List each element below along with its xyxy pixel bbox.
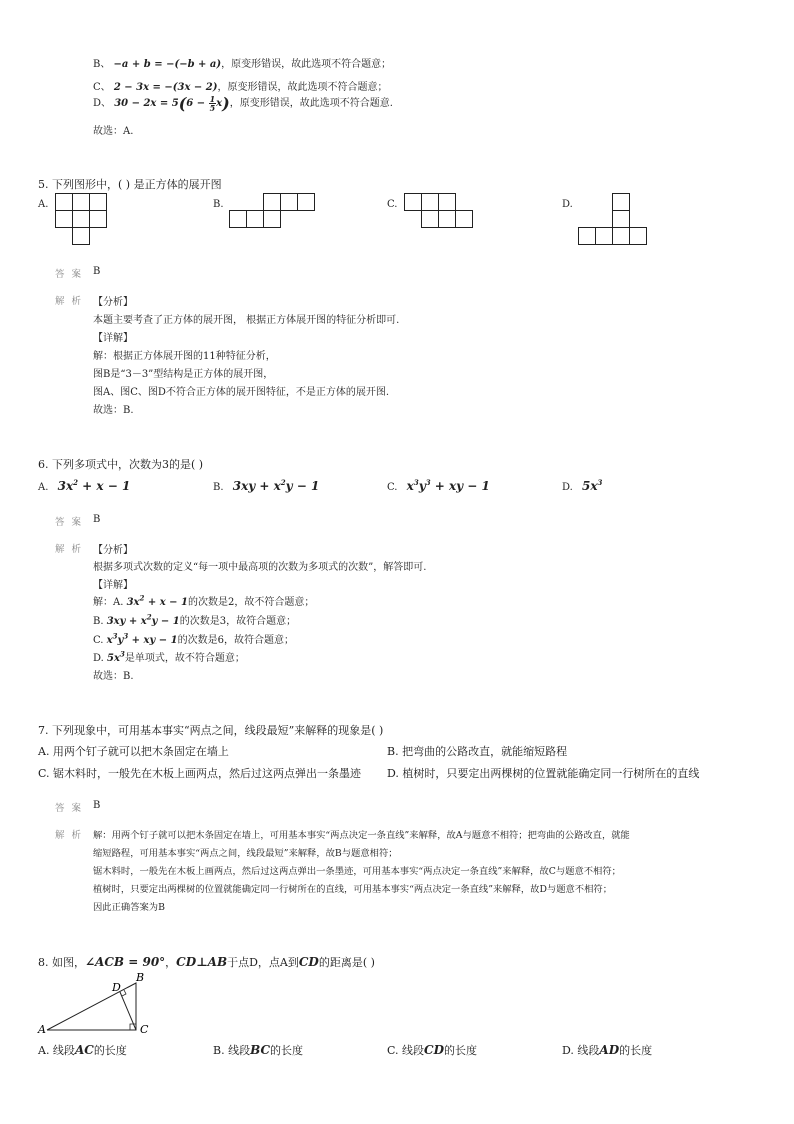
q7-analysis-label: 解 析 — [55, 830, 84, 841]
q6-analysis-label: 解 析 — [55, 544, 84, 555]
q8-stem: 8. 如图，∠ACB = 90°，CD⊥AB于点D，点A到CD的距离是( ) — [38, 955, 375, 969]
prev-conclusion: 故选：A. — [93, 126, 134, 137]
q6-option-d[interactable]: D. $5x^3$ — [562, 478, 603, 493]
q5-analysis-line: 【详解】 — [93, 333, 133, 344]
prev-option-d: D、 30 − 2x = 5(6 − $\frac{1}{5}$ x)，原变形错误，故此选项不符合题意. — [93, 94, 393, 113]
q5-option-c-label[interactable]: C. — [387, 199, 398, 210]
q5-option-b-label[interactable]: B. — [213, 199, 224, 210]
q6-analysis-line: B. $3xy + x^2y - 1$的次数是3，故符合题意； — [93, 612, 297, 627]
q7-analysis-line: 锯木料时，一般先在木板上画两点，然后过这两点弹出一条墨迹，可用基本事实“两点决定一条直线”来解释，故C与题意不相符； — [93, 866, 621, 877]
label-a: A — [38, 1023, 46, 1036]
q5-net-c[interactable] — [404, 193, 476, 229]
q7-option-c[interactable]: C. 锯木料时，一般先在木板上画两点，然后过这两点弹出一条墨迹 — [38, 767, 362, 780]
q6-option-a[interactable]: A. $3x^2 + x - 1$ — [38, 478, 131, 493]
q7-analysis-line: 解：用两个钉子就可以把木条固定在墙上，可用基本事实“两点决定一条直线”来解释，故A与题意不相符；把弯曲的公路改直，就能 — [93, 830, 630, 841]
q5-analysis-line: 图A、图C、图D不符合正方体的展开图特征，不是正方体的展开图. — [93, 387, 390, 398]
q5-analysis-line: 本题主要考查了正方体的展开图， 根据正方体展开图的特征分析即可. — [93, 315, 400, 326]
q5-analysis-label: 解 析 — [55, 296, 84, 307]
q5-stem: 5. 下列图形中，( ) 是正方体的展开图 — [38, 178, 222, 191]
q7-answer: B — [93, 800, 101, 811]
math-expression: 2 − 3x = −(3x − 2) — [113, 82, 218, 93]
q6-analysis-line: 解：A. $3x^2 + x - 1$的次数是2，故不符合题意； — [93, 593, 315, 608]
q5-analysis-line: 解：根据正方体展开图的11种特征分析， — [93, 351, 276, 362]
q8-option-c[interactable]: C. 线段CD的长度 — [387, 1043, 477, 1057]
q5-analysis-line: 【分析】 — [93, 297, 133, 308]
q8-option-a[interactable]: A. 线段AC的长度 — [38, 1043, 127, 1057]
q5-net-d[interactable] — [578, 193, 650, 247]
q8-option-d[interactable]: D. 线段AD的长度 — [562, 1043, 653, 1057]
q6-answer: B — [93, 514, 101, 525]
prev-option-c: C、 2 − 3x = −(3x − 2)，原变形错误，故此选项不符合题意； — [93, 82, 388, 93]
math-expression: 30 − 2x = 5(6 − $\frac{1}{5}$ x) — [114, 94, 230, 113]
q6-analysis-line: 故选：B. — [93, 671, 134, 682]
q5-net-b[interactable] — [229, 193, 315, 229]
q7-option-d[interactable]: D. 植树时，只要定出两棵树的位置就能确定同一行树所在的直线 — [387, 767, 700, 780]
q5-net-a[interactable] — [55, 193, 110, 248]
q8-option-b[interactable]: B. 线段BC的长度 — [213, 1043, 303, 1057]
q5-analysis-line: 图B是“3－3”型结构是正方体的展开图， — [93, 369, 274, 380]
q6-option-b[interactable]: B. $3xy + x^2y - 1$ — [213, 478, 320, 493]
q6-analysis-line: 根据多项式次数的定义“每一项中最高项的次数为多项式的次数”，解答即可. — [93, 562, 427, 573]
prev-option-b: B、 −a + b = −(−b + a)，原变形错误，故此选项不符合题意； — [93, 59, 392, 70]
q6-analysis-line: D. $5x^3$是单项式，故不符合题意； — [93, 649, 245, 664]
q7-option-b[interactable]: B. 把弯曲的公路改直，就能缩短路程 — [387, 745, 568, 758]
q6-analysis-line: 【分析】 — [93, 545, 133, 556]
q5-analysis-line: 故选：B. — [93, 405, 134, 416]
q5-answer-label: 答 案 — [55, 269, 84, 280]
q7-answer-label: 答 案 — [55, 803, 84, 814]
q6-stem: 6. 下列多项式中，次数为3的是( ) — [38, 458, 204, 471]
q5-option-a-label[interactable]: A. — [38, 199, 49, 210]
q5-option-d-label[interactable]: D. — [562, 199, 573, 210]
q6-answer-label: 答 案 — [55, 517, 84, 528]
q6-analysis-line: C. $x^3y^3$ + xy − 1的次数是6，故符合题意； — [93, 631, 294, 646]
triangle-figure — [38, 970, 158, 1036]
math-expression: −a + b = −(−b + a) — [113, 59, 222, 70]
label-c: C — [140, 1023, 149, 1036]
q7-analysis-line: 植树时，只要定出两棵树的位置就能确定同一行树所在的直线，可用基本事实“两点决定一条直线”来解释，故D与题意不相符； — [93, 884, 612, 895]
q6-analysis-line: 【详解】 — [93, 580, 133, 591]
q7-analysis-line: 因此正确答案为B — [93, 902, 165, 913]
q7-option-a[interactable]: A. 用两个钉子就可以把木条固定在墙上 — [38, 745, 229, 758]
q7-stem: 7. 下列现象中，可用基本事实“两点之间，线段最短”来解释的现象是( ) — [38, 724, 384, 737]
q6-option-c[interactable]: C. $x^3y^3$ + xy − 1 — [387, 478, 490, 493]
q7-analysis-line: 缩短路程，可用基本事实“两点之间，线段最短”来解释，故B与题意相符； — [93, 848, 398, 859]
label-d: D — [112, 981, 121, 994]
q5-answer: B — [93, 266, 101, 277]
label-b: B — [136, 971, 145, 984]
